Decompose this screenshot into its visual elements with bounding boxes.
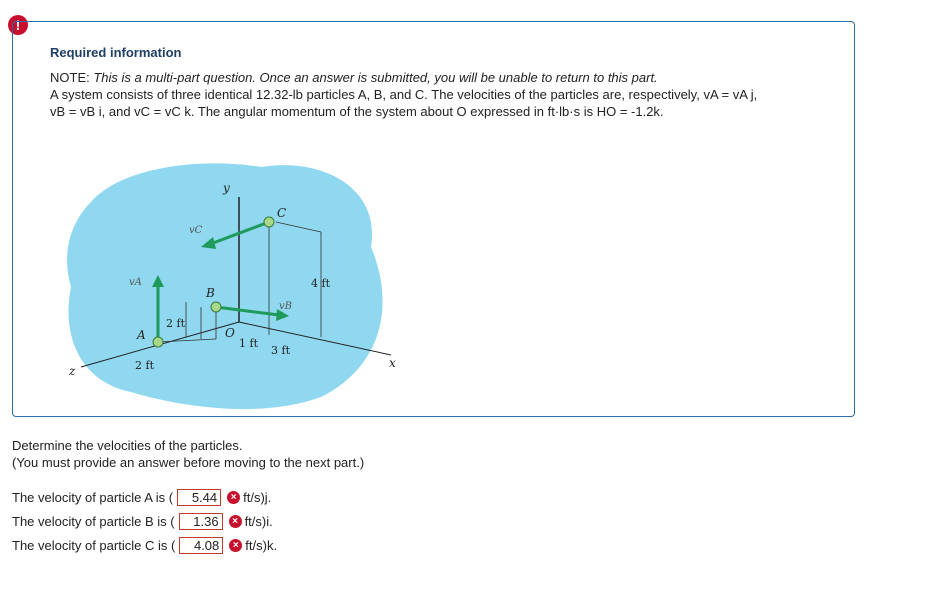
- particle-A: [153, 337, 163, 347]
- answer-row-C: [12, 535, 277, 555]
- required-info-panel: [12, 21, 855, 417]
- label-vB: vB: [279, 301, 292, 312]
- label-vA: vA: [129, 277, 142, 288]
- dim-4ft: 4 ft: [311, 277, 330, 290]
- label-z: z: [69, 364, 76, 378]
- label-O: O: [225, 326, 235, 340]
- particle-C: [264, 217, 274, 227]
- figure-background: [67, 163, 382, 409]
- dim-2ft-b: 2 ft: [135, 359, 154, 372]
- answer-unit-A: ft/s)j.: [243, 489, 272, 505]
- note-line-3: vB = vB i, and vC = vC k. The angular momentum of the system about O expressed in ft·lb·s is HO = -1.2k.: [50, 104, 664, 119]
- note-line-2: A system consists of three identical 12.32-lb particles A, B, and C. The velocities of the particles are, respectively, vA = vA j,: [50, 87, 758, 102]
- label-B: B: [206, 286, 215, 300]
- incorrect-icon: ×: [229, 515, 242, 528]
- incorrect-icon: ×: [229, 539, 242, 552]
- velocity-A-input[interactable]: 5.44: [177, 489, 221, 506]
- particle-system-figure: [61, 157, 401, 412]
- answer-unit-B: ft/s)i.: [244, 513, 273, 529]
- dim-1ft: 1 ft: [239, 337, 258, 350]
- problem-statement: [50, 69, 840, 120]
- question-text: [12, 437, 364, 471]
- question-line-2: (You must provide an answer before moving to the next part.): [12, 455, 365, 470]
- velocity-B-input[interactable]: 1.36: [179, 513, 223, 530]
- alert-icon: !: [8, 15, 28, 35]
- answer-row-A: [12, 487, 271, 507]
- answer-label-A: The velocity of particle A is (: [12, 489, 174, 505]
- velocity-C-input[interactable]: 4.08: [179, 537, 223, 554]
- label-vC: vC: [189, 225, 203, 236]
- note-line-1: NOTE: This is a multi-part question. Once an answer is submitted, you will be unable to return to this part.: [50, 70, 658, 85]
- label-y: y: [223, 181, 230, 195]
- question-line-1: Determine the velocities of the particles.: [12, 438, 243, 453]
- answer-label-B: The velocity of particle B is (: [12, 513, 175, 529]
- required-info-title: Required information: [50, 45, 182, 60]
- answer-row-B: [12, 511, 273, 531]
- label-C: C: [277, 206, 287, 220]
- label-A: A: [137, 328, 146, 342]
- dim-2ft-a: 2 ft: [166, 317, 185, 330]
- label-x: x: [389, 356, 396, 370]
- particle-B: [211, 302, 221, 312]
- answer-label-C: The velocity of particle C is (: [12, 537, 176, 553]
- dim-3ft: 3 ft: [271, 344, 290, 357]
- incorrect-icon: ×: [227, 491, 240, 504]
- answer-unit-C: ft/s)k.: [245, 537, 278, 553]
